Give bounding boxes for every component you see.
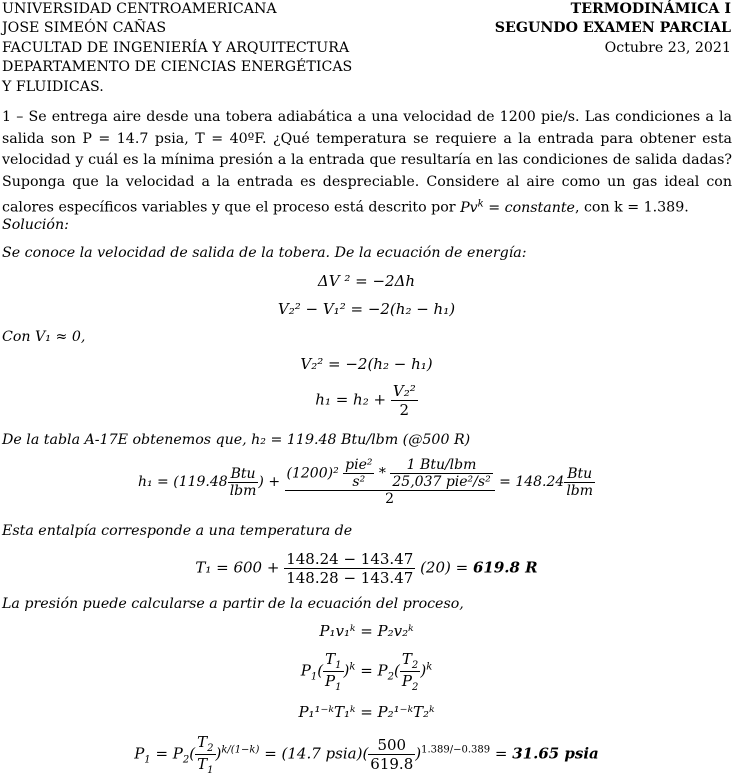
pressure-result: 31.65 psia xyxy=(512,744,599,763)
problem-text-end: , con k = 1.389. xyxy=(574,199,689,216)
solution-intro: Se conoce la velocidad de salida de la tobera. De la ecuación de energía: xyxy=(2,245,527,261)
equation-7: P₁v₁ᵏ = P₂v₂ᵏ xyxy=(319,622,414,640)
institution-line-4: DEPARTAMENTO DE CIENCIAS ENERGÉTICAS xyxy=(2,59,353,76)
exam-date: Octubre 23, 2021 xyxy=(604,39,731,56)
exam-title: SEGUNDO EXAMEN PARCIAL xyxy=(494,20,731,37)
institution-line-5: Y FLUIDICAS. xyxy=(2,78,104,95)
equation-8: $P_1$( $\frac{T_1}{P_1}$ )$^k = P_2$( $\frac{T_2}{P_2}$ )$^k$ xyxy=(300,650,433,693)
pressure-note: La presión puede calcularse a partir de la ecuación del proceso, xyxy=(2,596,464,612)
document-header xyxy=(0,0,733,96)
equation-5: h₁ = (119.48 $\frac{\text{Btu}}{\text{lbm}}$ ) + (1200)² $\frac{\text{pie²}}{\text{s²}}$ * $\frac{\text{1 Btu/lbm}}{\text{25,037 pie²/s²}}$ 2 = 148.24 $\frac{\text{Btu}}{\text{lbm}}$ xyxy=(137,457,594,507)
equation-9: P₁¹⁻ᵏT₁ᵏ = P₂¹⁻ᵏT₂ᵏ xyxy=(298,703,435,721)
temperature-result: 619.8 R xyxy=(472,558,538,577)
institution-line-1: UNIVERSIDAD CENTROAMERICANA xyxy=(2,1,277,17)
course-title: TERMODINÁMICA I xyxy=(570,1,731,17)
institution-block xyxy=(2,0,352,97)
equation-10: $P_1 = P_2$( $\frac{T_2}{T_1}$ )$^{k/(1-k)}$ = (14.7 psia)( $\frac{500}{619.8}$ )$^{1.389/-0.389}$ = 31.65 psia xyxy=(134,733,599,776)
enthalpy-note: Esta entalpía corresponde a una temperatura de xyxy=(2,523,353,539)
problem-text: 1 – Se entrega aire desde una tobera adiabática a una velocidad de 1200 pie/s. Las condiciones a la salida son P = 14.7 psia, T = 40ºF. ¿Qué temperatura se requiere a la entrada para obtener esta velocidad y cuál es la mínima presión a la entrada que resultaría en las condiciones de salida dadas? Suponga que la velocidad a la entrada es despreciable. Considere al aire como un gas ideal con calores específicos variables y que el proceso está descrito por xyxy=(2,109,732,216)
equation-2: V₂² − V₁² = −2(h₂ − h₁) xyxy=(277,300,456,318)
condition-note: Con V₁ ≈ 0, xyxy=(2,329,86,345)
institution-line-2: JOSE SIMEÓN CAÑAS xyxy=(2,20,167,37)
equation-6: T₁ = 600 + $\frac{148.24 - 143.47}{148.28 - 143.47}$ (20) = 619.8 R xyxy=(195,550,538,587)
eq5-big-fraction: (1200)² $\frac{\text{pie²}}{\text{s²}}$ * $\frac{\text{1 Btu/lbm}}{\text{25,037 pie²/s²}}$ 2 xyxy=(285,457,495,507)
institution-line-3: FACULTAD DE INGENIERÍA Y ARQUITECTURA xyxy=(2,39,350,56)
course-block xyxy=(495,0,731,58)
eq4-fraction: $\frac{\text{V₂²}}{2}$ xyxy=(392,382,416,419)
solution-label: Solución: xyxy=(2,217,69,233)
table-note: De la tabla A-17E obtenemos que, h₂ = 119.48 Btu/lbm (@500 R) xyxy=(2,432,471,448)
eq4-left: h₁ = h₂ + xyxy=(315,390,387,409)
equation-4 xyxy=(0,382,733,419)
problem-statement xyxy=(2,107,732,219)
equation-3: V₂² = −2(h₂ − h₁) xyxy=(300,355,433,373)
process-formula: $Pv^k$ = constante xyxy=(460,198,575,216)
equation-1: ΔV ² = −2Δh xyxy=(317,272,416,290)
